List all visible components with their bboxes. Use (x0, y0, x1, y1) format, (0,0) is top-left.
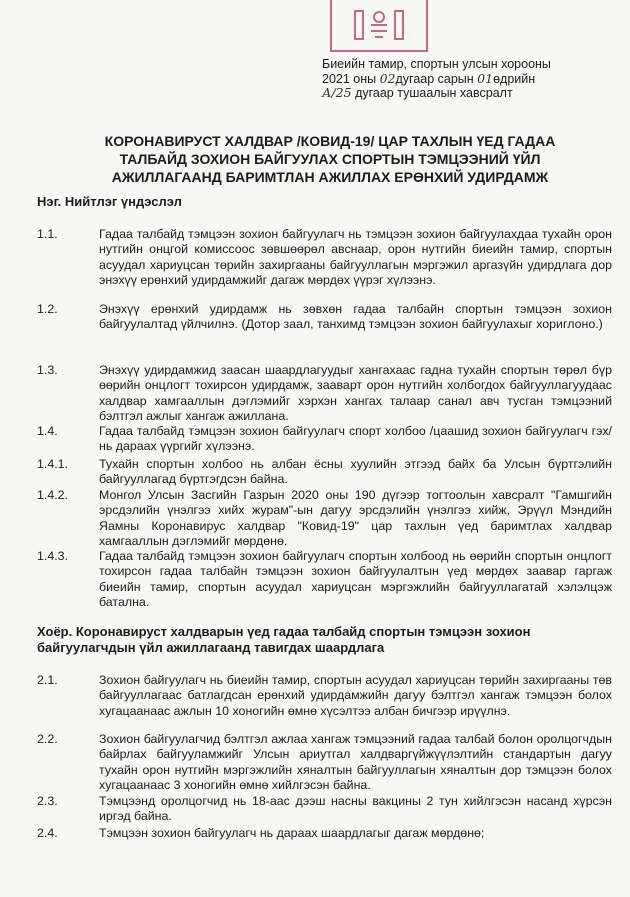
soyombo-seal-icon (349, 7, 409, 43)
list-item (37, 732, 612, 794)
list-item (37, 302, 612, 333)
list-item (37, 794, 612, 825)
annex-month-suffix: дугаар сарын (395, 71, 478, 86)
annex-line-3 (322, 86, 622, 101)
order-number: А/25 (322, 85, 352, 100)
item-text: Тэмцээн зохион байгуулагч нь дараах шаардлагыг дагаж мөрдөнө; (99, 826, 485, 840)
annex-order-text: дугаар тушаалын хавсралт (355, 86, 513, 100)
list-item (37, 424, 612, 455)
item-number: 1.1. (37, 227, 58, 241)
item-text: Монгол Улсын Засгийн Газрын 2020 оны 190 дүгээр тогтоолын хавсралт "Гамшгийн эрсдэлийн үнэлгээ хийх журам"-ын дагуу эрсдэлийн үнэлгээ хийж, Эрүүл Мэндийн Яамны Коронавирус халдвар "Ковид-19" цар тахлын үед баримтлах халдвар хамгааллын дэглэмийг мөрдөнө. (99, 488, 612, 549)
item-text: Зохион байгуулагчид бэлтгэл ажлаа хангаж тэмцээний гадаа талбай болон оролцогчдын байрлах байгууламжийг Улсын ариутгал халдваргүйжүүлэлтийн стандартын дагуу тухайн орон нутгийн мэргэжлийн хяналтын байгууллагын хяналтын дор тэмцээн болох хугацаанаас 3 хоногийн өмнө хийлгэсэн байна. (99, 732, 612, 793)
item-number: 1.3. (37, 363, 58, 377)
item-text: Зохион байгуулагч нь биеийн тамир, спортын асуудал хариуцсан төрийн захиргааны төв байгууллагаас батлагдсан ерөнхий удирдамжийн дагуу бэлтгэл хангаж тэмцээн болох хугацаанаас ажлын 10 хоногийн өмнө хүсэлтээ албан бичгээр ирүүлнэ. (99, 673, 612, 718)
official-stamp (330, 0, 428, 52)
item-number: 1.4.3. (37, 549, 69, 563)
annex-line-1: Биеийн тамир, спортын улсын хорооны (322, 57, 551, 71)
section-2-heading: Хоёр. Коронавируст халдварын үед гадаа талбайд спортын тэмцээн зохион байгуулагчдын үйл ажиллагаанд тавигдах шаардлага (37, 624, 531, 655)
item-number: 1.4.1. (37, 457, 69, 471)
item-number: 1.4. (37, 424, 58, 438)
list-item (37, 488, 612, 550)
annex-month: 02 (379, 70, 396, 86)
list-item (37, 673, 612, 719)
annex-line-2 (322, 72, 622, 87)
item-text: Гадаа талбайд тэмцээн зохион байгуулагч спортын холбоод нь өөрийн спортын онцлогт тохирсон гадаа талбайн тэмцээн зохион байгуулалтын үед мөрдөх заавар гаргаж биеийн тамир, спортын асуудал хариуцсан мэргэжлийн байгууллагатай хэлэлцэж батална. (99, 549, 612, 610)
item-number: 2.3. (37, 794, 58, 808)
list-item (37, 227, 612, 289)
annex-note (322, 57, 622, 101)
list-item (37, 457, 612, 488)
item-text: Тухайн спортын холбоо нь албан ёсны хуулийн этгээд байх ба Улсын бүртгэлийн байгууллагад бүртгэгдсэн байна. (99, 457, 612, 487)
section-1-heading: Нэг. Нийтлэг үндэслэл (37, 194, 182, 209)
annex-day: 01 (477, 70, 494, 86)
document-title: КОРОНАВИРУСТ ХАЛДВАР /КОВИД-19/ ЦАР ТАХЛЫН ҮЕД ГАДАА ТАЛБАЙД ЗОХИОН БАЙГУУЛАХ СПОРТЫН ТЭМЦЭЭНИЙ ҮЙЛ АЖИЛЛАГААНД БАРИМТЛАН АЖИЛЛАХ ЕРӨНХИЙ УДИРДАМЖ (104, 133, 556, 185)
item-number: 2.1. (37, 673, 58, 687)
item-text: Энэхүү удирдамжид заасан шаардлагуудыг хангахаас гадна тухайн спортын төрөл бүр өөрийн онцлогт тохирсон удирдамж, зааварт орон нутгийн холбогдох байгууллагуудаас халдвар хамгааллын дэглэмийг хэрхэн хангах талаар санал авч тусган тэмцээний бэлтгэл ажлыг хангаж ажиллана. (99, 363, 612, 424)
list-item (37, 549, 612, 611)
item-number: 2.4. (37, 826, 58, 840)
item-text: Энэхүү ерөнхий удирдамж нь зөвхөн гадаа талбайн спортын тэмцээн зохион байгуулалтад үйлчилнэ. (Дотор заал, танхимд тэмцээн зохион байгуулахыг хориглоно.) (99, 302, 612, 332)
item-text: Гадаа талбайд тэмцээн зохион байгуулагч спорт холбоо /цаашид зохион байгуулагч гэх/ нь дараах үүргийг хүлээнэ. (99, 424, 612, 454)
annex-year: 2021 оны (322, 71, 380, 86)
item-text: Гадаа талбайд тэмцээн зохион байгуулагч нь тэмцээн зохион байгуулахдаа тухайн орон нутгийн онцгой комиссоос зөвшөөрөл авснаар, орон нутгийн биеийн тамир, спортын асуудал хариуцсан төрийн захиргааны байгууллагын мэргэжил аргазүйн удирдлага дор энэхүү ерөнхий удирдамжийг дагаж мөрдөх үүрэг хүлээнэ. (99, 227, 612, 288)
item-number: 2.2. (37, 732, 58, 746)
list-item (37, 363, 612, 425)
list-item (37, 826, 612, 841)
item-text: Тэмцээнд оролцогчид нь 18-аас дээш насны вакцины 2 тун хийлгэсэн насанд хүрсэн иргэд байна. (99, 794, 612, 824)
item-number: 1.4.2. (37, 488, 69, 502)
item-number: 1.2. (37, 302, 58, 316)
annex-day-suffix: өдрийн (493, 71, 536, 86)
